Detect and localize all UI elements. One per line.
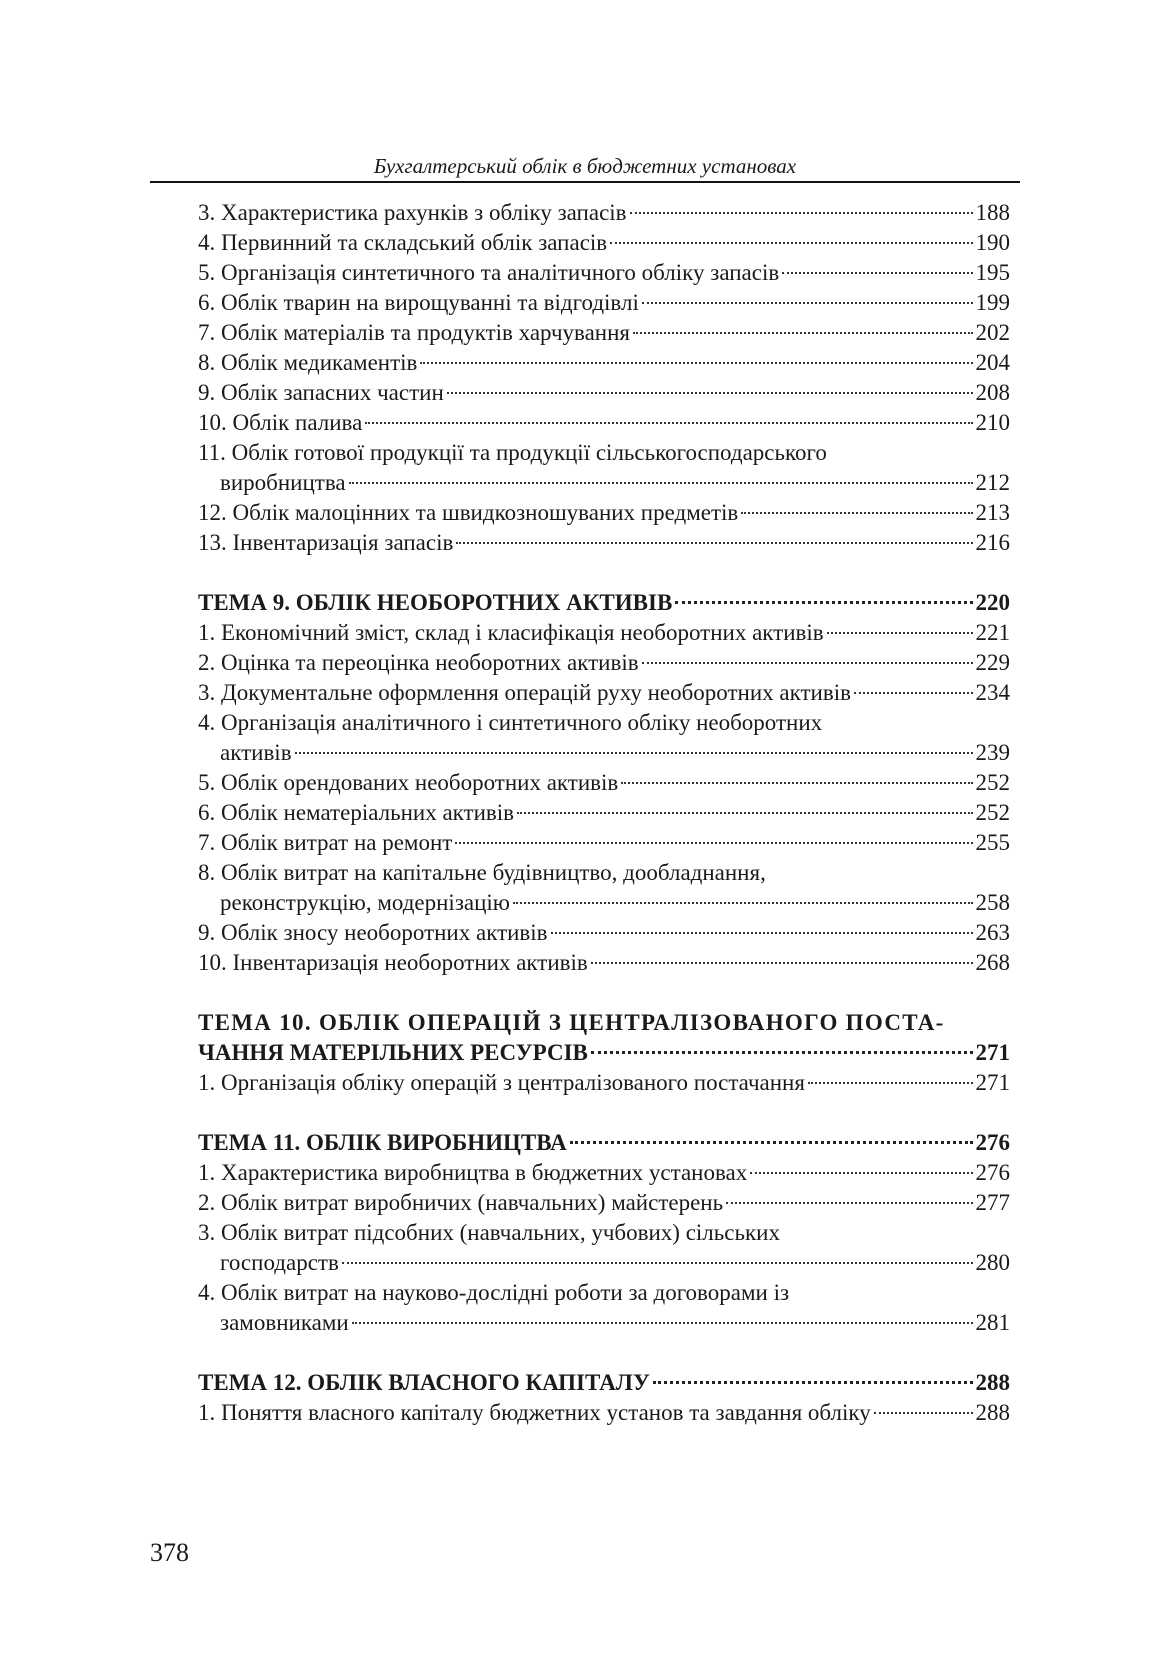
toc-entry-page: 212 xyxy=(975,470,1010,495)
toc-entry-page: 276 xyxy=(975,1130,1010,1155)
toc-entry-title: виробництва xyxy=(220,470,346,495)
toc-entry-title: 7. Облік витрат на ремонт xyxy=(198,830,453,855)
toc-entry-title: 6. Облік нематеріальних активів xyxy=(198,800,515,825)
table-of-contents xyxy=(150,198,1010,1428)
dot-leader xyxy=(874,1412,973,1414)
dot-leader xyxy=(726,1202,972,1204)
toc-entry-page: 216 xyxy=(975,530,1010,555)
toc-entry-title: 1. Поняття власного капіталу бюджетних установ та завдання обліку xyxy=(198,1400,871,1425)
toc-entry-page: 280 xyxy=(975,1250,1010,1275)
toc-entry-title: 11. Облік готової продукції та продукції сільськогосподарського xyxy=(198,440,827,465)
toc-entry-page: 277 xyxy=(975,1190,1010,1215)
toc-entry-title: 4. Первинний та складський облік запасів xyxy=(198,230,608,255)
toc-entry xyxy=(150,408,1010,438)
toc-entry xyxy=(150,318,1010,348)
toc-entry xyxy=(150,918,1010,948)
toc-entry-page: 208 xyxy=(975,380,1010,405)
toc-theme-heading: ТЕМА 10. ОБЛІК ОПЕРАЦІЙ З ЦЕНТРАЛІЗОВАНОГО ПОСТА- xyxy=(198,1010,945,1035)
dot-leader xyxy=(342,1262,973,1264)
toc-entry xyxy=(150,198,1010,228)
dot-leader xyxy=(591,962,973,964)
toc-entry-title: ТЕМА 11. ОБЛІК ВИРОБНИЦТВА xyxy=(198,1130,567,1155)
toc-entry xyxy=(150,1308,1010,1338)
toc-entry-page: 221 xyxy=(975,620,1010,645)
toc-theme-heading xyxy=(150,588,1010,618)
toc-entry-title: 4. Організація аналітичного і синтетичного обліку необоротних xyxy=(198,710,823,735)
toc-entry-page: 263 xyxy=(975,920,1010,945)
toc-entry xyxy=(150,1158,1010,1188)
toc-entry xyxy=(150,888,1010,918)
dot-leader xyxy=(447,392,973,394)
toc-entry-title: 3. Характеристика рахунків з обліку запасів xyxy=(198,200,627,225)
toc-entry-title: 7. Облік матеріалів та продуктів харчування xyxy=(198,320,631,345)
toc-theme-heading xyxy=(150,1368,1010,1398)
toc-entry-page: 188 xyxy=(975,200,1010,225)
toc-entry-title: 8. Облік медикаментів xyxy=(198,350,418,375)
toc-entry-title: 10. Інвентаризація необоротних активів xyxy=(198,950,588,975)
toc-entry-page: 288 xyxy=(975,1370,1010,1395)
toc-entry-page: 234 xyxy=(975,680,1010,705)
toc-entry-page: 252 xyxy=(975,800,1010,825)
dot-leader xyxy=(349,482,973,484)
toc-entry xyxy=(150,528,1010,558)
toc-entry xyxy=(150,1248,1010,1278)
toc-entry-page: 199 xyxy=(975,290,1010,315)
toc-entry-title: 12. Облік малоцінних та швидкозношуваних предметів xyxy=(198,500,739,525)
section-gap xyxy=(150,1098,1010,1128)
dot-leader xyxy=(653,1381,973,1384)
toc-entry-title: ЧАННЯ МАТЕРІЛЬНИХ РЕСУРСІВ xyxy=(198,1040,588,1065)
toc-entry-page: 195 xyxy=(975,260,1010,285)
dot-leader xyxy=(741,512,972,514)
toc-entry-page: 276 xyxy=(975,1160,1010,1185)
running-header: Бухгалтерський облік в бюджетних установах xyxy=(373,154,797,178)
toc-entry xyxy=(150,288,1010,318)
toc-entry-title: активів xyxy=(220,740,292,765)
dot-leader xyxy=(570,1141,973,1144)
toc-entry xyxy=(150,798,1010,828)
toc-entry-page: 271 xyxy=(975,1040,1010,1065)
header-rule xyxy=(150,181,1020,183)
dot-leader xyxy=(808,1082,973,1084)
toc-entry xyxy=(150,1398,1010,1428)
dot-leader xyxy=(630,212,973,214)
toc-entry xyxy=(150,678,1010,708)
toc-theme-heading xyxy=(150,1128,1010,1158)
section-gap xyxy=(150,558,1010,588)
toc-entry xyxy=(150,828,1010,858)
dot-leader xyxy=(642,302,973,304)
toc-entry-title: 2. Облік витрат виробничих (навчальних) майстерень xyxy=(198,1190,724,1215)
dot-leader xyxy=(295,752,973,754)
dot-leader xyxy=(420,362,972,364)
toc-entry-title: 5. Організація синтетичного та аналітичного обліку запасів xyxy=(198,260,780,285)
toc-entry-title: ТЕМА 12. ОБЛІК ВЛАСНОГО КАПІТАЛУ xyxy=(198,1370,650,1395)
dot-leader xyxy=(456,542,972,544)
toc-entry-title: 5. Облік орендованих необоротних активів xyxy=(198,770,619,795)
toc-entry-page: 220 xyxy=(975,590,1010,615)
dot-leader xyxy=(633,332,972,334)
dot-leader xyxy=(827,632,973,634)
toc-entry-title: господарств xyxy=(220,1250,339,1275)
toc-entry-title: ТЕМА 9. ОБЛІК НЕОБОРОТНИХ АКТИВІВ xyxy=(198,590,673,615)
toc-entry-title: 13. Інвентаризація запасів xyxy=(198,530,454,555)
toc-entry xyxy=(150,378,1010,408)
toc-entry-title: 9. Облік зносу необоротних активів xyxy=(198,920,548,945)
toc-entry xyxy=(150,498,1010,528)
toc-entry xyxy=(150,468,1010,498)
dot-leader xyxy=(455,842,972,844)
toc-entry xyxy=(150,618,1010,648)
toc-entry-page: 252 xyxy=(975,770,1010,795)
dot-leader xyxy=(551,932,973,934)
section-gap xyxy=(150,978,1010,1008)
toc-entry-title: 4. Облік витрат на науково-дослідні роботи за договорами із xyxy=(198,1280,790,1305)
toc-entry-title: реконструкцію, модернізацію xyxy=(220,890,510,915)
toc-entry xyxy=(150,258,1010,288)
toc-entry-title: 3. Документальне оформлення операцій руху необоротних активів xyxy=(198,680,851,705)
dot-leader xyxy=(621,782,972,784)
toc-entry xyxy=(150,738,1010,768)
toc-entry xyxy=(150,228,1010,258)
toc-entry-page: 281 xyxy=(975,1310,1010,1335)
toc-entry xyxy=(150,348,1010,378)
page-number: 378 xyxy=(150,1538,189,1567)
toc-entry xyxy=(150,1068,1010,1098)
toc-entry-page: 288 xyxy=(975,1400,1010,1425)
dot-leader xyxy=(610,242,972,244)
toc-entry-page: 258 xyxy=(975,890,1010,915)
toc-entry xyxy=(150,648,1010,678)
toc-entry-title: 2. Оцінка та переоцінка необоротних активів xyxy=(198,650,639,675)
dot-leader xyxy=(750,1172,972,1174)
toc-entry-page: 202 xyxy=(975,320,1010,345)
toc-entry-page: 190 xyxy=(975,230,1010,255)
toc-entry-page: 213 xyxy=(975,500,1010,525)
toc-theme-heading-cont xyxy=(150,1038,1010,1068)
toc-entry-title: 9. Облік запасних частин xyxy=(198,380,444,405)
dot-leader xyxy=(513,902,973,904)
section-gap xyxy=(150,1338,1010,1368)
toc-entry-page: 268 xyxy=(975,950,1010,975)
dot-leader xyxy=(782,272,972,274)
toc-entry-title: 1. Характеристика виробництва в бюджетних установах xyxy=(198,1160,748,1185)
toc-entry-page: 271 xyxy=(975,1070,1010,1095)
toc-entry-title: 6. Облік тварин на вирощуванні та відгодівлі xyxy=(198,290,639,315)
dot-leader xyxy=(517,812,972,814)
toc-entry-title: 8. Облік витрат на капітальне будівництво, дообладнання, xyxy=(198,860,766,885)
dot-leader xyxy=(591,1051,973,1054)
toc-entry xyxy=(150,948,1010,978)
dot-leader xyxy=(854,692,973,694)
dot-leader xyxy=(642,662,973,664)
dot-leader xyxy=(352,1322,973,1324)
toc-entry-title: 1. Економічний зміст, склад і класифікація необоротних активів xyxy=(198,620,824,645)
dot-leader xyxy=(365,422,972,424)
toc-entry-page: 204 xyxy=(975,350,1010,375)
toc-entry xyxy=(150,768,1010,798)
toc-entry-page: 255 xyxy=(975,830,1010,855)
toc-entry-title: замовниками xyxy=(220,1310,349,1335)
toc-entry-page: 229 xyxy=(975,650,1010,675)
toc-entry xyxy=(150,1188,1010,1218)
toc-entry-page: 210 xyxy=(975,410,1010,435)
dot-leader xyxy=(675,601,972,604)
toc-entry-page: 239 xyxy=(975,740,1010,765)
toc-entry-title: 3. Облік витрат підсобних (навчальних, учбових) сільських xyxy=(198,1220,780,1245)
toc-entry-title: 10. Облік палива xyxy=(198,410,363,435)
toc-entry-title: 1. Організація обліку операцій з централізованого постачання xyxy=(198,1070,805,1095)
